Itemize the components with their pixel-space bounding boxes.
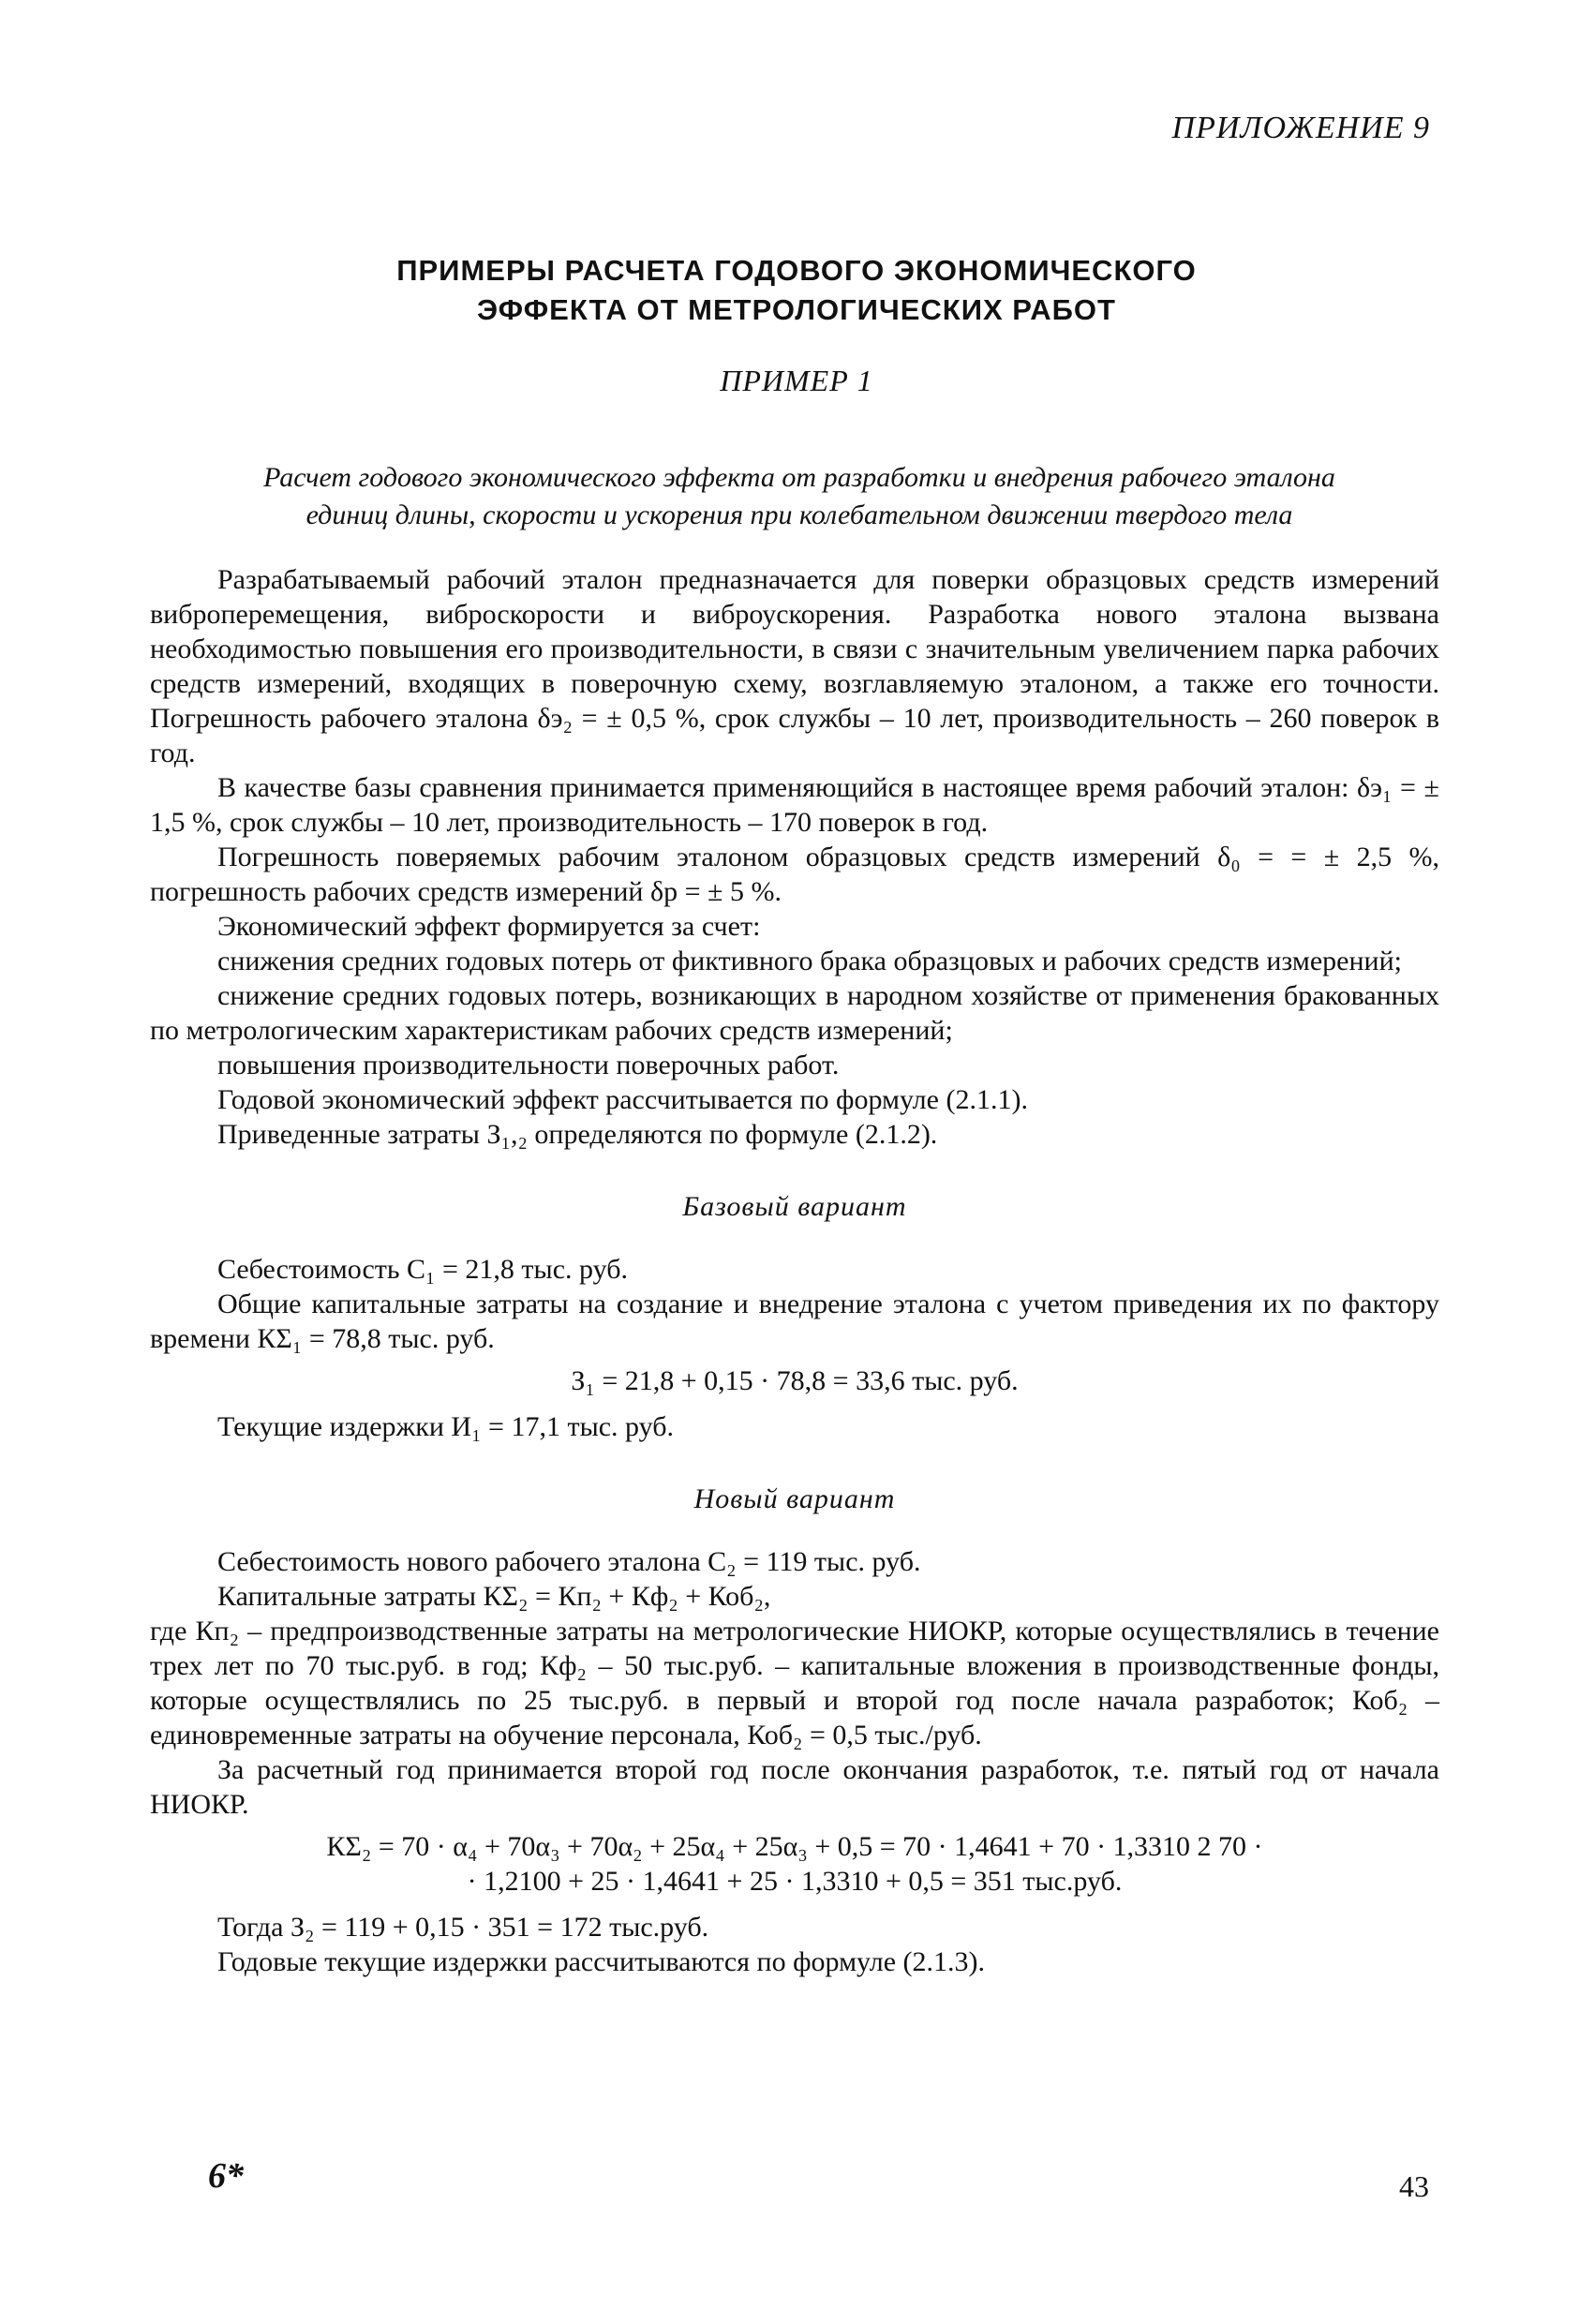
base-capital: Общие капитальные затраты на создание и внедрение эталона с учетом приведения их по фактору времени КΣ₁ = 78,8 тыс. руб. [150,1289,1439,1354]
footer-mark: 6* [208,2156,244,2196]
paragraph-effect-item-3: повышения производительности поверочных работ. [217,1050,840,1080]
paragraph-effect-item-2: снижение средних годовых потерь, возникающих в народном хозяйстве от применения бракованных по метрологическим характеристикам рабочих средств измерений; [150,980,1439,1046]
paragraph-effect-intro: Экономический эффект формируется за счет: [217,911,761,942]
paragraph-effect-item-1: снижения средних годовых потерь от фиктивного брака образцовых и рабочих средств измерений; [217,946,1402,976]
section-heading-base: Базовый вариант [682,1191,907,1222]
new-where: где Кп₂ – предпроизводственные затраты на метрологические НИОКР, которые осуществлялись в течение трех лет по 70 тыс.руб. в год; Кф₂ – 50 тыс.руб. – капитальные вложения в производственные фонды, которые осуществлялись по 25 тыс.руб. в первый и второй год после начала разработок; Коб₂ – единовременные затраты на обучение персонала, Коб₂ = 0,5 тыс./руб. [150,1616,1439,1750]
new-then: Тогда З₂ = 119 + 0,15 · 351 = 172 тыс.руб. [217,1912,709,1943]
paragraph-reduced-costs: Приведенные затраты З₁,₂ определяются по формуле (2.1.2). [217,1119,938,1150]
new-formula-line-1: КΣ₂ = 70 · α₄ + 70α₃ + 70α₂ + 25α₄ + 25α₃ + 0,5 = 70 · 1,4641 + 70 · 1,3310 2 70 · [326,1831,1263,1862]
paragraph-comparison-base: В качестве базы сравнения принимается применяющийся в настоящее время рабочий эталон: δэ₁ = ± 1,5 %, срок службы – 10 лет, производительность – 170 поверок в год. [150,772,1439,838]
base-current-costs: Текущие издержки И₁ = 17,1 тыс. руб. [217,1411,675,1442]
paragraph-annual-effect: Годовой экономический эффект рассчитывается по формуле (2.1.1). [217,1084,1028,1115]
new-calc-year: За расчетный год принимается второй год после окончания разработок, т.е. пятый год от начала НИОКР. [150,1754,1439,1820]
new-formula-line-2: · 1,2100 + 25 · 1,4641 + 25 · 1,3310 + 0,5 = 351 тыс.руб. [467,1866,1123,1897]
title-line-2: ЭФФЕКТА ОТ МЕТРОЛОГИЧЕСКИХ РАБОТ [477,293,1116,326]
new-capital: Капитальные затраты КΣ₂ = Кп₂ + Кф₂ + Коб₂, [217,1581,771,1612]
appendix-label: ПРИЛОЖЕНИЕ 9 [1171,111,1430,145]
paragraph-errors: Погрешность поверяемых рабочим эталоном образцовых средств измерений δ₀ = = ± 2,5 %, погрешность рабочих средств измерений δр = ± 5 %. [150,842,1439,907]
new-current-costs: Годовые текущие издержки рассчитываются по формуле (2.1.3). [217,1946,986,1977]
paragraph-description: Разрабатываемый рабочий эталон предназначается для поверки образцовых средств измерений виброперемещения, виброскорости и виброускорения. Разработка нового эталона вызвана необходимостью повышения его производительности, в связи с значительным увеличением парка рабочих средств измерений, входящих в поверочную схему, возглавляемую эталоном, а также его точности. Погрешность рабочего эталона δэ₂ = ± 0,5 %, срок службы – 10 лет, производительность – 260 поверок в год. [150,564,1439,768]
base-cost: Себестоимость С₁ = 21,8 тыс. руб. [217,1254,628,1285]
page-number: 43 [1399,2169,1429,2203]
section-heading-new: Новый вариант [693,1483,896,1514]
title-line-1: ПРИМЕРЫ РАСЧЕТА ГОДОВОГО ЭКОНОМИЧЕСКОГО [396,254,1197,287]
example-label: ПРИМЕР 1 [720,364,873,397]
example-subtitle [148,459,1451,534]
document-body [150,562,1439,1979]
base-formula: З₁ = 21,8 + 0,15 · 78,8 = 33,6 тыс. руб. [571,1365,1019,1396]
new-cost: Себестоимость нового рабочего эталона С₂ = 119 тыс. руб. [217,1546,921,1577]
subtitle-line-2: единиц длины, скорости и ускорения при колебательном движении твердого тела [305,499,1293,530]
document-title [141,251,1452,330]
subtitle-line-1: Расчет годового экономического эффекта от разработки и внедрения рабочего эталона [263,462,1335,493]
